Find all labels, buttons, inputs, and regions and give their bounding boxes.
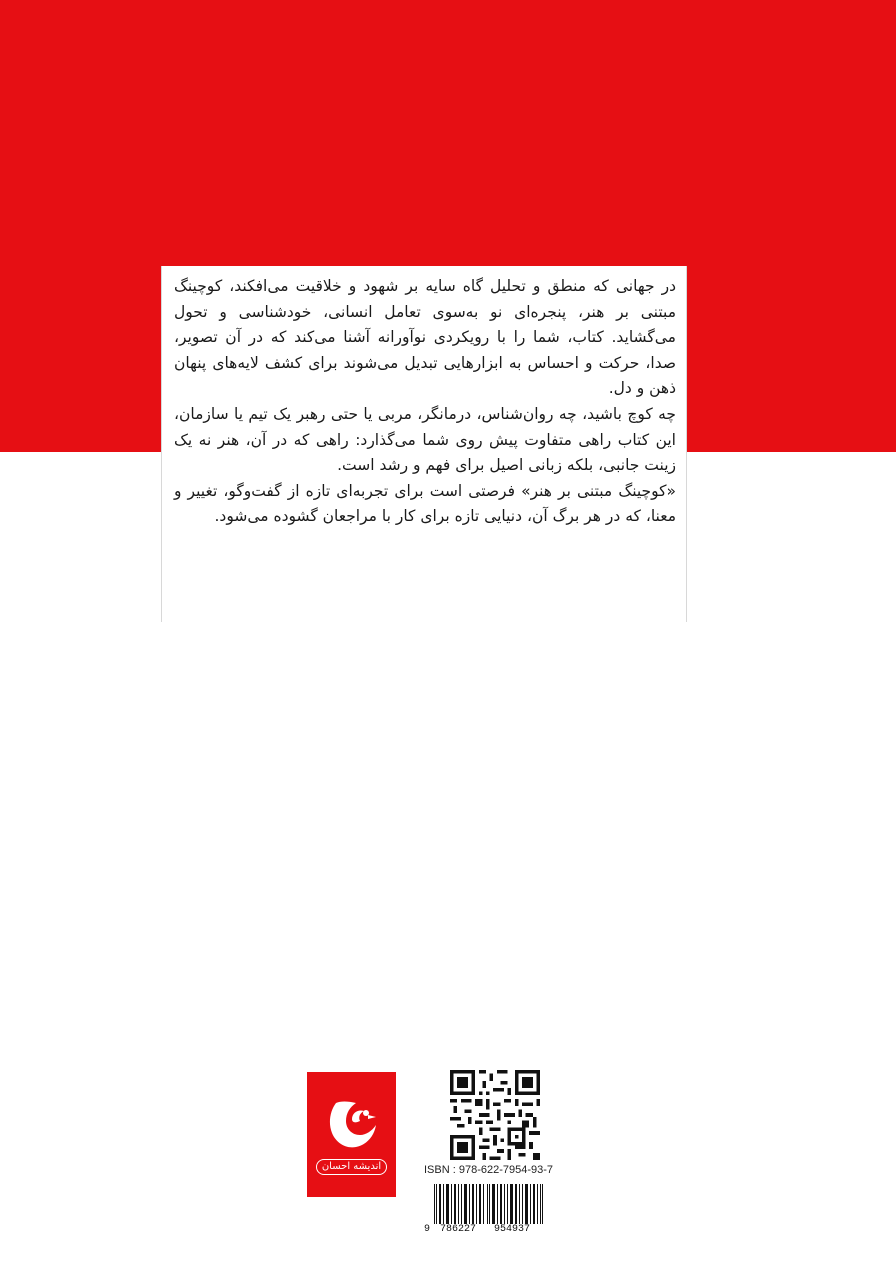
barcode-digits-left: 786227 <box>440 1224 477 1235</box>
dove-icon <box>322 1095 382 1157</box>
blurb-paragraph-2: چه کوچ باشید، چه روان‌شناس، درمانگر، مربی یا حتی رهبر یک تیم یا سازمان، این کتاب راهی متفاوت پیش روی شما می‌گذارد: راهی که در آن، هنر نه یک زینت جانبی، بلکه زبانی اصیل برای فهم و رشد است. <box>174 404 676 475</box>
blurb-paragraph-1: در جهانی که منطق و تحلیل گاه سایه بر شهود و خلاقیت می‌افکند، کوچینگ مبتنی بر هنر، پنجره‌ای نو به‌سوی تعامل انسانی، خودشناسی و تحول می‌گشاید. کتاب، شما را با رویکردی نوآورانه آشنا می‌کند که در آن تصویر، صدا، حرکت و احساس به ابزارهایی تبدیل می‌شوند برای کشف لایه‌های پنهان ذهن و دل. <box>174 277 676 398</box>
publisher-logo <box>307 1072 396 1197</box>
back-cover-blurb-box <box>161 266 687 622</box>
publisher-name: اندیشه احسان <box>316 1159 387 1175</box>
blurb-text <box>174 274 676 530</box>
qr-code <box>450 1070 540 1160</box>
blurb-paragraph-3: «کوچینگ مبتنی بر هنر» فرصتی است برای تجربه‌ای تازه از گفت‌وگو، تغییر و معنا، که در هر برگ آن، دنیایی تازه برای کار با مراجعان گشوده می‌شود. <box>174 481 676 526</box>
barcode-digits-right: 954937 <box>494 1224 531 1235</box>
barcode-digits <box>424 1224 556 1238</box>
barcode-digit-first: 9 <box>424 1224 431 1235</box>
isbn-text: ISBN : 978-622-7954-93-7 <box>424 1164 554 1176</box>
